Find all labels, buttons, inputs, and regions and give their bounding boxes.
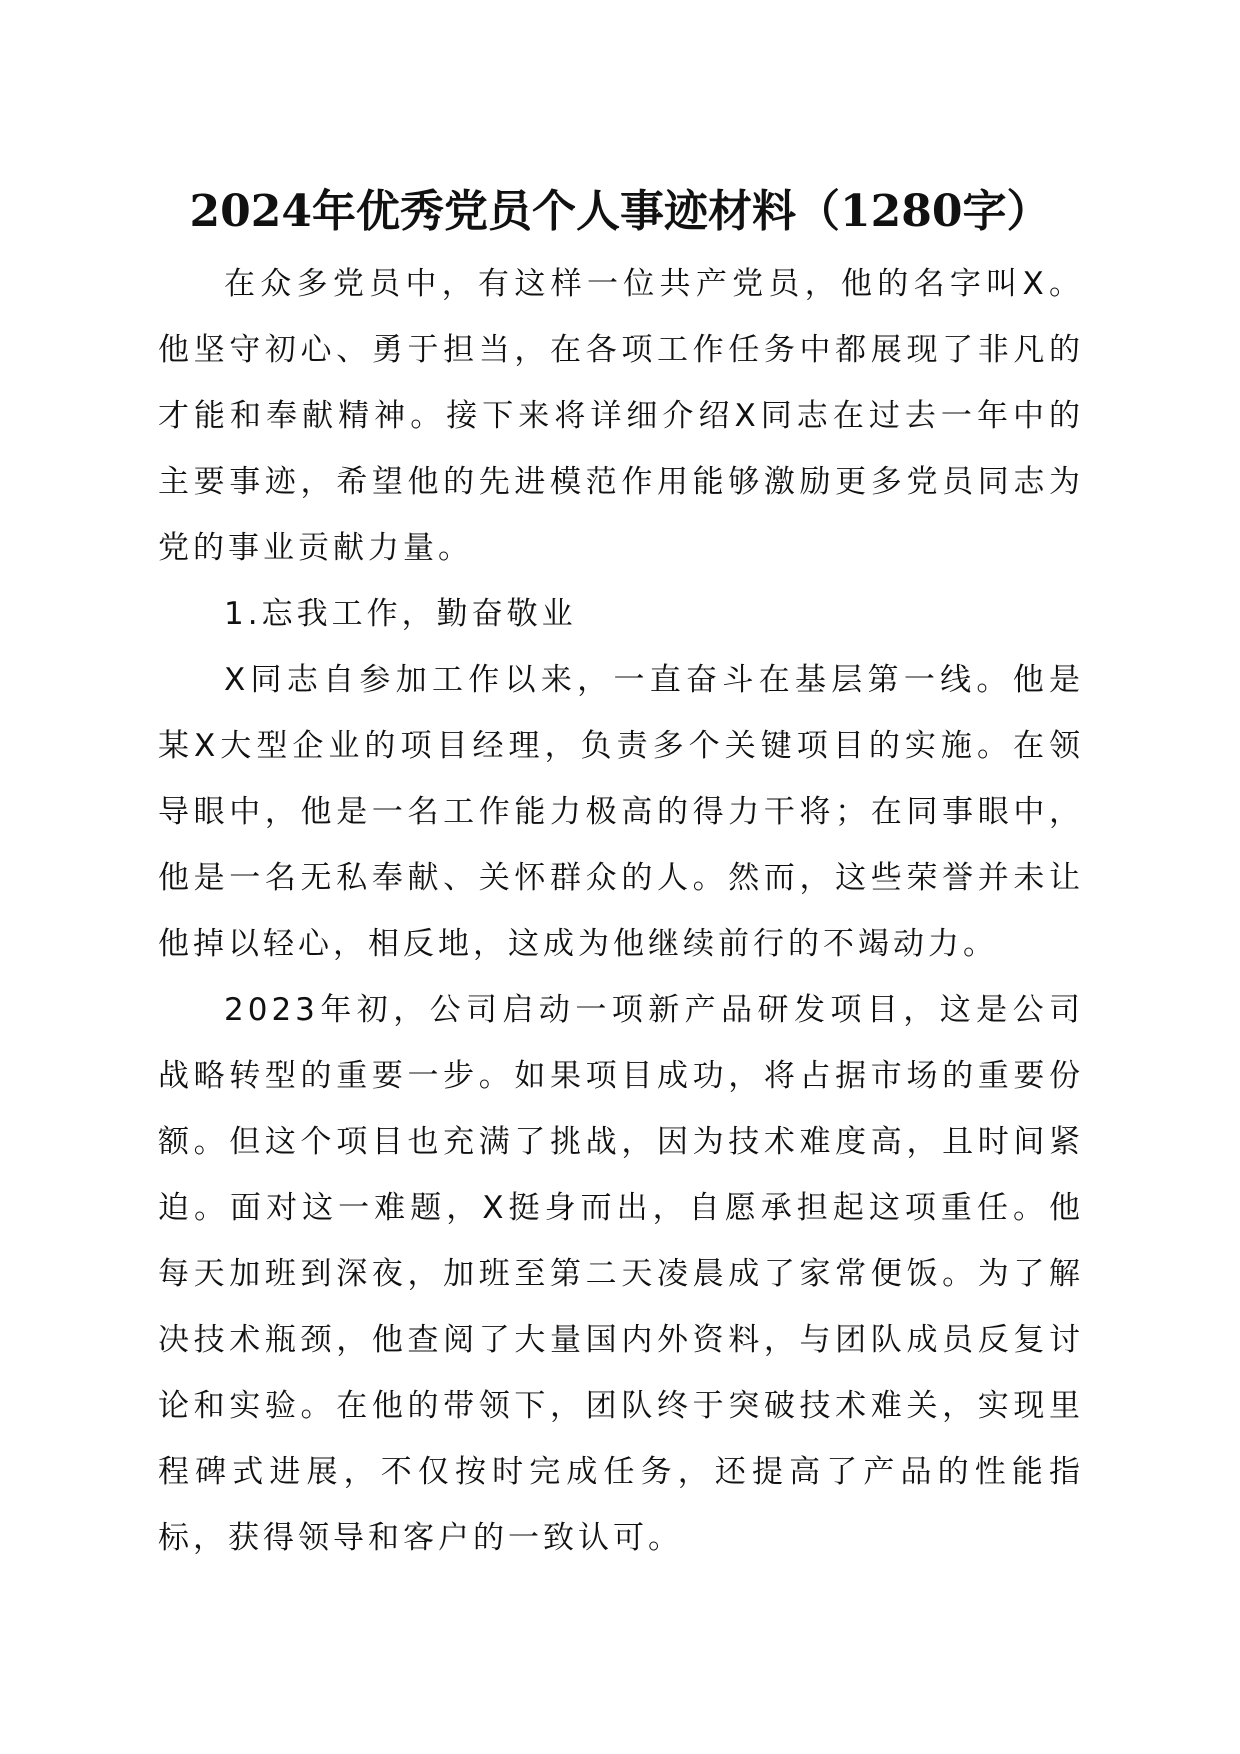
paragraph-work: X同志自参加工作以来，一直奋斗在基层第一线。他是某X大型企业的项目经理，负责多个关键项目的实施。在领导眼中，他是一名工作能力极高的得力干将；在同事眼中，他是一名无私奉献、关怀群众的人。然而，这些荣誉并未让他掉以轻心，相反地，这成为他继续前行的不竭动力。 (158, 662, 1084, 962)
document-body (158, 251, 1084, 1571)
document-title: 2024年优秀党员个人事迹材料（1280字） (189, 186, 1051, 237)
paragraph-project: 2023年初，公司启动一项新产品研发项目，这是公司战略转型的重要一步。如果项目成功，将占据市场的重要份额。但这个项目也充满了挑战，因为技术难度高，且时间紧迫。面对这一难题，X挺身而出，自愿承担起这项重任。他每天加班到深夜，加班至第二天凌晨成了家常便饭。为了解决技术瓶颈，他查阅了大量国内外资料，与团队成员反复讨论和实验。在他的带领下，团队终于突破技术难关，实现里程碑式进展，不仅按时完成任务，还提高了产品的性能指标，获得领导和客户的一致认可。 (158, 992, 1084, 1556)
section-heading: 1.忘我工作，勤奋敬业 (224, 596, 577, 632)
paragraph-intro: 在众多党员中，有这样一位共产党员，他的名字叫X。他坚守初心、勇于担当，在各项工作任务中都展现了非凡的才能和奉献精神。接下来将详细介绍X同志在过去一年中的主要事迹，希望他的先进模范作用能够激励更多党员同志为党的事业贡献力量。 (158, 266, 1084, 566)
